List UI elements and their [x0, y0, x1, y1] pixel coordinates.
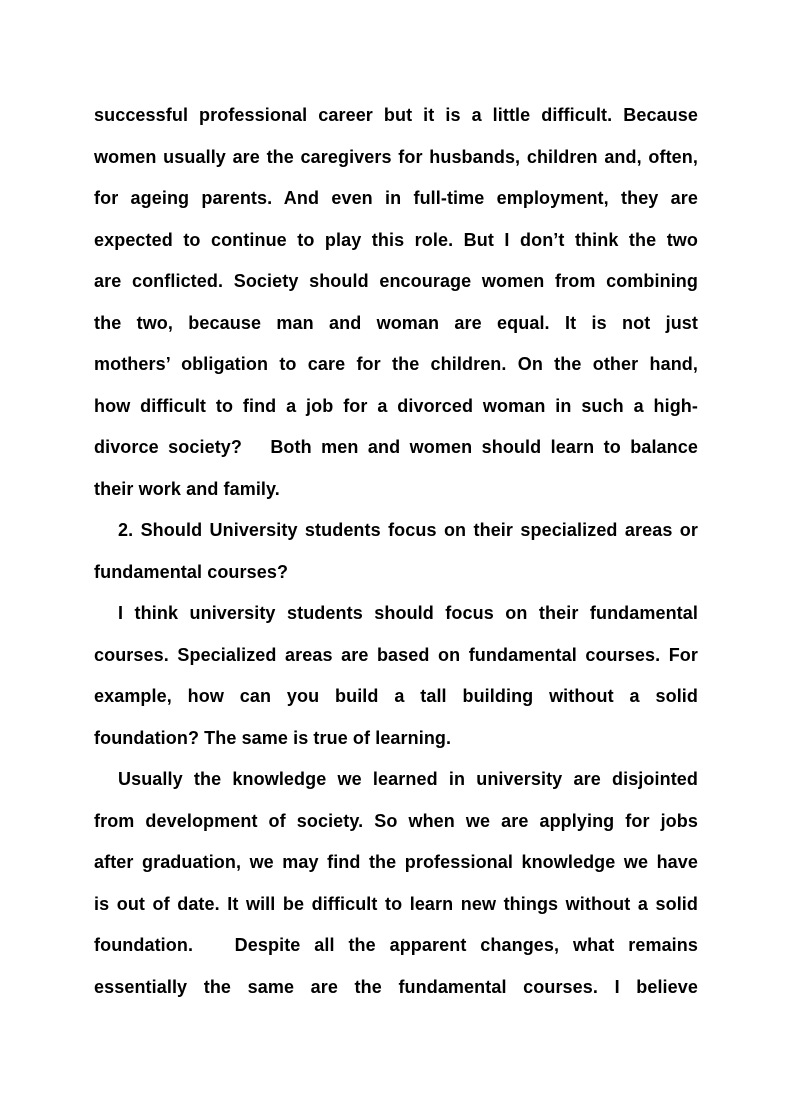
text-line: is out of date. It will be difficult to learn new things without a solid — [94, 893, 698, 914]
text-line: mothers’ obligation to care for the children. On the other hand, — [94, 354, 698, 374]
paragraph-fundamental-courses — [94, 593, 698, 759]
text-line: are conflicted. Society should encourage women from combining — [94, 271, 698, 291]
paragraph-caregivers — [94, 95, 698, 510]
text-line: their work and family. — [94, 478, 280, 499]
text-line: I think university students should focus on their fundamental — [118, 603, 698, 623]
text-line: essentially the same are the fundamental courses. I believe — [94, 976, 698, 997]
text-line: for ageing parents. And even in full-time employment, they are — [94, 188, 698, 208]
text-line: women usually are the caregivers for husbands, children and, often, — [94, 146, 698, 167]
text-line: fundamental courses? — [94, 561, 289, 582]
text-line: Usually the knowledge we learned in university are disjointed — [118, 769, 698, 789]
text-line: example, how can you build a tall building without a solid — [94, 686, 698, 706]
text-line: foundation. Despite all the apparent changes, what remains — [94, 935, 698, 955]
paragraph-knowledge — [94, 759, 698, 1008]
text-line: after graduation, we may find the professional knowledge we have — [94, 852, 698, 872]
document-page — [94, 95, 698, 1008]
text-line: foundation? The same is true of learning. — [94, 727, 452, 748]
text-line: divorce society? Both men and women should learn to balance — [94, 437, 698, 457]
text-line: 2. Should University students focus on their specialized areas or — [118, 520, 698, 540]
text-line: how difficult to find a job for a divorced woman in such a high- — [94, 395, 698, 416]
text-line: expected to continue to play this role. But I don’t think the two — [94, 229, 698, 250]
text-line: successful professional career but it is a little difficult. Because — [94, 105, 698, 125]
text-line: from development of society. So when we are applying for jobs — [94, 810, 698, 831]
question-heading — [94, 510, 698, 593]
text-line: the two, because man and woman are equal. It is not just — [94, 312, 698, 333]
text-line: courses. Specialized areas are based on fundamental courses. For — [94, 644, 698, 665]
